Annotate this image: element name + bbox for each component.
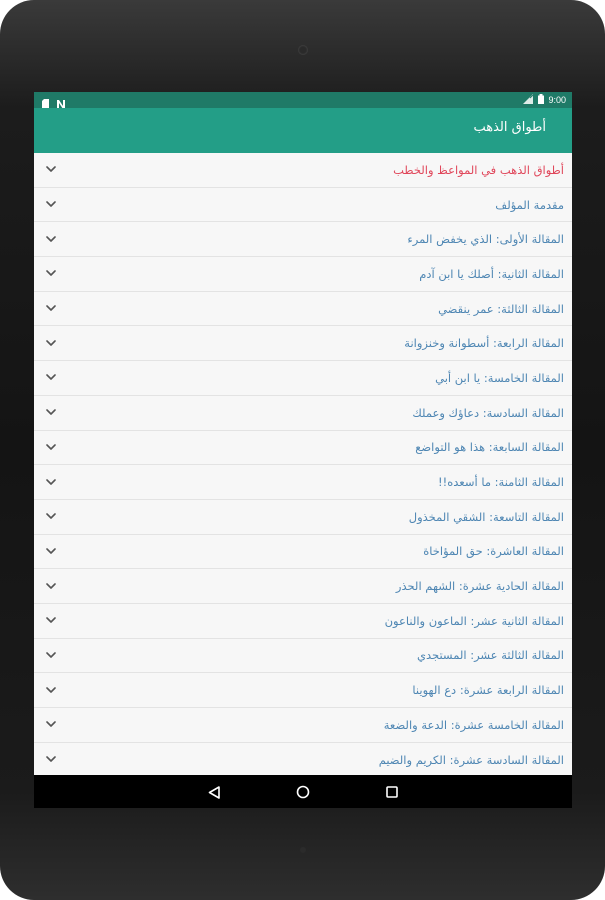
battery-icon	[538, 94, 544, 106]
chevron-down-icon[interactable]	[34, 305, 64, 312]
chevron-down-icon[interactable]	[34, 583, 64, 590]
chevron-down-icon[interactable]	[34, 687, 64, 694]
list-item[interactable]	[34, 292, 572, 327]
list-item-label: المقالة العاشرة: حق المؤاخاة	[423, 544, 564, 559]
list-item-label: المقالة التاسعة: الشقي المخذول	[408, 509, 564, 524]
chevron-down-icon[interactable]	[34, 617, 64, 624]
list-item[interactable]	[34, 604, 572, 639]
list-item[interactable]	[34, 153, 572, 188]
chevron-down-icon[interactable]	[34, 479, 64, 486]
list-item-label: المقالة الحادية عشرة: الشهم الحذر	[395, 579, 564, 594]
app-bar	[34, 108, 572, 153]
list-item[interactable]	[34, 535, 572, 570]
chevron-down-icon[interactable]	[34, 270, 64, 277]
list-item-label: المقالة الخامسة عشرة: الدعة والضعة	[383, 717, 564, 732]
navigation-bar	[34, 775, 572, 808]
chevron-down-icon[interactable]	[34, 166, 64, 173]
list-item[interactable]	[34, 257, 572, 292]
list-item[interactable]	[34, 188, 572, 223]
chapter-list	[34, 153, 572, 775]
chevron-down-icon[interactable]	[34, 513, 64, 520]
chevron-down-icon[interactable]	[34, 340, 64, 347]
list-item[interactable]	[34, 361, 572, 396]
list-item-label: المقالة الخامسة: يا ابن أبي	[435, 370, 564, 385]
chevron-down-icon[interactable]	[34, 756, 64, 763]
list-item[interactable]	[34, 639, 572, 674]
list-item[interactable]	[34, 396, 572, 431]
signal-icon	[523, 94, 534, 106]
chevron-down-icon[interactable]	[34, 409, 64, 416]
list-item-label: المقالة الثانية عشر: الماعون والناعون	[384, 613, 564, 628]
list-item-label: المقالة السابعة: هذا هو التواضع	[415, 440, 564, 455]
clock: 9:00	[548, 95, 566, 105]
home-icon[interactable]	[294, 783, 312, 801]
list-item-label: المقالة السادسة عشرة: الكريم والضيم	[378, 752, 564, 767]
list-item[interactable]	[34, 326, 572, 361]
status-bar	[34, 92, 572, 108]
list-item-label: المقالة الثالثة: عمر ينقضي	[438, 301, 564, 316]
chevron-down-icon[interactable]	[34, 374, 64, 381]
recents-icon[interactable]	[383, 783, 401, 801]
list-item-label: مقدمة المؤلف	[495, 197, 564, 212]
list-item[interactable]	[34, 500, 572, 535]
list-item-label: المقالة الرابعة عشرة: دع الهوينا	[412, 683, 564, 698]
bottom-sensor	[300, 847, 306, 853]
list-item-label: المقالة الثامنة: ما أسعده!!	[438, 475, 564, 490]
chevron-down-icon[interactable]	[34, 721, 64, 728]
list-item-label: المقالة الرابعة: أسطوانة وخنزوانة	[404, 336, 564, 351]
front-camera	[298, 45, 308, 55]
list-item[interactable]	[34, 743, 572, 775]
chevron-down-icon[interactable]	[34, 236, 64, 243]
chevron-down-icon[interactable]	[34, 444, 64, 451]
chevron-down-icon[interactable]	[34, 201, 64, 208]
list-item[interactable]	[34, 222, 572, 257]
app-title: أطواق الذهب	[473, 120, 546, 135]
chevron-down-icon[interactable]	[34, 652, 64, 659]
list-item-label: المقالة الثالثة عشر: المستجدي	[417, 648, 564, 663]
list-item[interactable]	[34, 708, 572, 743]
back-icon[interactable]	[205, 783, 223, 801]
list-item[interactable]	[34, 465, 572, 500]
list-item-label: المقالة الثانية: أصلك يا ابن آدم	[419, 266, 564, 281]
chevron-down-icon[interactable]	[34, 548, 64, 555]
list-item-label: أطواق الذهب في المواعظ والخطب	[393, 162, 564, 177]
list-item-label: المقالة الأولى: الذي يخفض المرء	[407, 232, 564, 247]
list-item-label: المقالة السادسة: دعاؤك وعملك	[412, 405, 564, 420]
list-item[interactable]	[34, 569, 572, 604]
screen	[34, 92, 572, 808]
list-item[interactable]	[34, 431, 572, 466]
list-item[interactable]	[34, 673, 572, 708]
